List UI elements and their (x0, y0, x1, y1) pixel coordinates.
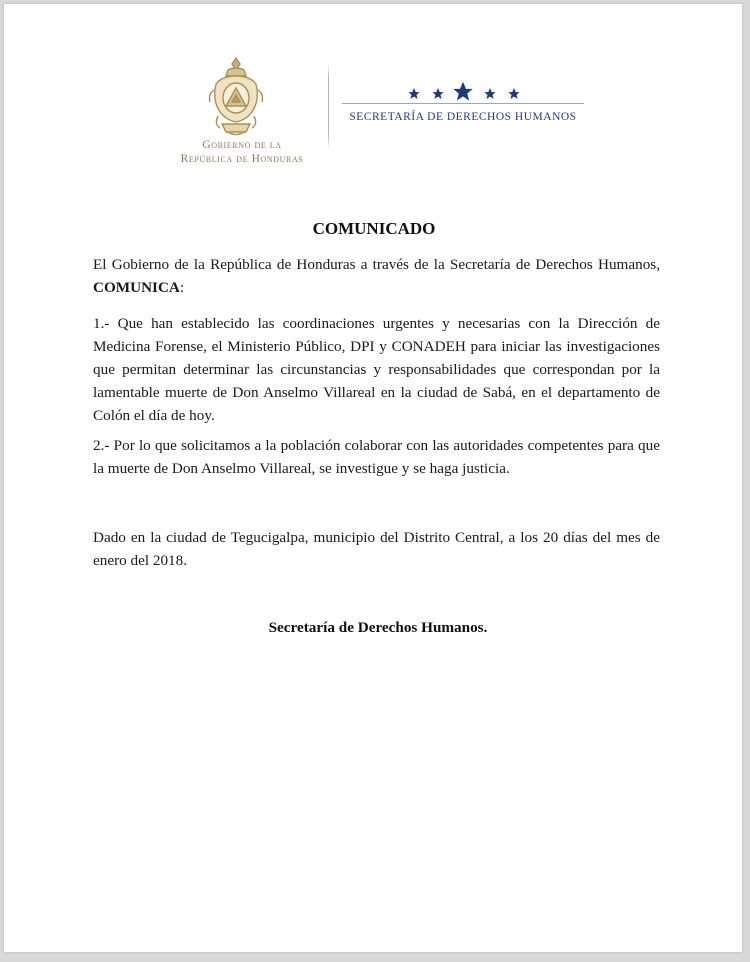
point-one-paragraph: 1.- Que han establecido las coordinaciones urgentes y necesarias con la Dirección de Medicina Forense, el Ministerio Público, DPI y CONADEH para iniciar las investigaciones que permitan determinar las circunstancias y responsabilidades que correspondan por la lamentable muerte de Don Anselmo Villareal en la ciudad de Sabá, en el departamento de Colón el día de hoy. (93, 315, 660, 424)
header-rule (342, 103, 584, 104)
document-page (4, 4, 742, 952)
intro-text: El Gobierno de la República de Honduras a través de la Secretaría de Derechos Humanos, (93, 256, 660, 273)
intro-paragraph (93, 253, 660, 299)
five-stars-icon (402, 78, 532, 106)
point-two-paragraph: 2.- Por lo que solicitamos a la población colaborar con las autoridades competentes para que la muerte de Don Anselmo Villareal, se investigue y se haga justicia. (93, 437, 660, 477)
government-name-line2: República de Honduras (180, 153, 304, 165)
date-paragraph: Dado en la ciudad de Tegucigalpa, municipio del Distrito Central, a los 20 días del mes de enero del 2018. (93, 529, 660, 569)
secretaria-name: SECRETARÍA DE DERECHOS HUMANOS (349, 111, 577, 123)
intro-end: : (179, 279, 185, 296)
government-name-line1: Gobierno de la (202, 139, 282, 151)
coat-of-arms-seal-icon (206, 54, 266, 138)
letterhead (4, 4, 742, 184)
government-name (162, 138, 322, 166)
intro-bold: COMUNICA (93, 279, 180, 296)
signature-line: Secretaría de Derechos Humanos. (268, 619, 488, 636)
document-title: COMUNICADO (312, 219, 436, 238)
header-divider (328, 62, 329, 150)
